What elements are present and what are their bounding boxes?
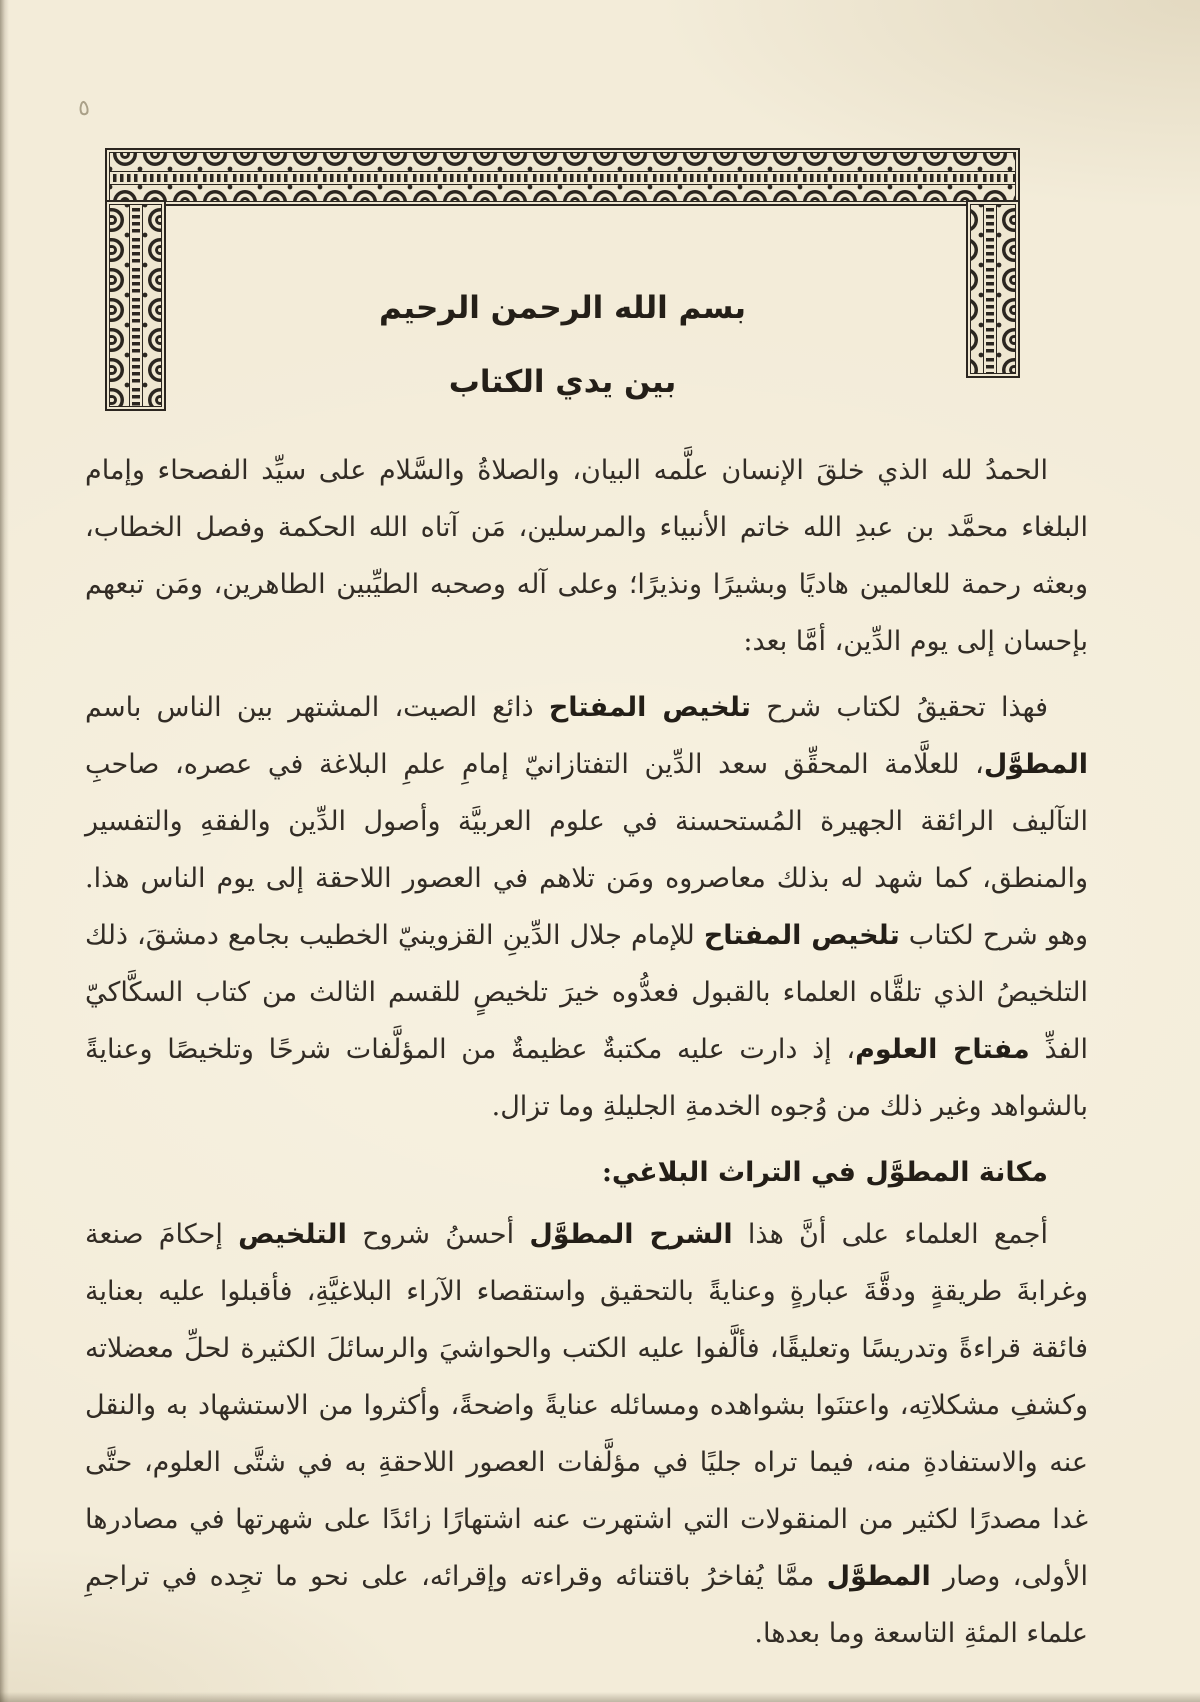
ornament-right-band: [966, 200, 1020, 378]
section-title: بين يدي الكتاب: [448, 364, 677, 400]
subheading-mutawwal-status: مكانة المطوَّل في التراث البلاغي:: [601, 1157, 1048, 1188]
section-title-row: [105, 364, 1020, 400]
ornamental-border-frame: [105, 148, 1020, 418]
scan-edge-shadow-left: [0, 0, 9, 1702]
scan-edge-shadow-bottom: [0, 1692, 1200, 1702]
paragraph-opening-praise: الحمدُ لله الذي خلقَ الإنسان علَّمه البيان، والصلاةُ والسَّلام على سيِّد الفصحاء وإمام البلغاء محمَّد بن عبدِ الله خاتم الأنبياء والمرسلين، مَن آتاه الله الحكمة وفصل الخطاب، وبعثه رحمة للعالمين هاديًا وبشيرًا ونذيرًا؛ وعلى آله وصحبه الطيِّبين الطاهرين، ومَن تبعهم بإحسان إلى يوم الدِّين، أمَّا بعد:: [85, 455, 1088, 657]
basmala-row: [105, 290, 1020, 326]
paragraph-book-introduction: فهذا تحقيقُ لكتاب شرح تلخيص المفتاح ذائع الصيت، المشتهر بين الناس باسم المطوَّل، للعلَّامة المحقِّق سعد الدِّين التفتازانيّ إمامِ علمِ البلاغة في عصره، صاحبِ التآليف الرائقة الجهيرة المُستحسنة في علوم العربيَّة وأصول الدِّين والفقهِ والتفسير والمنطق، كما شهد له بذلك معاصروه ومَن تلاهم في العصور اللاحقة إلى يوم الناس هذا. وهو شرح لكتاب تلخيص المفتاح للإمام جلال الدِّينِ القزوينيّ الخطيب بجامع دمشقَ، ذلك التلخيصُ الذي تلقَّاه العلماء بالقبول فعدُّوه خيرَ تلخيصٍ للقسم الثالث من كتاب السكَّاكيّ الفذِّ مفتاح العلوم، إذ دارت عليه مكتبةٌ عظيمةٌ من المؤلَّفات شرحًا وتلخيصًا وعنايةً بالشواهد وغير ذلك من وُجوه الخدمةِ الجليلةِ وما تزال.: [85, 692, 1088, 1122]
basmala-title: بسم الله الرحمن الرحيم: [378, 290, 747, 326]
ornament-top-band: [105, 148, 1020, 206]
paragraph-scholars-consensus: أجمع العلماء على أنَّ هذا الشرح المطوَّل أحسنُ شروح التلخيص إحكامَ صنعة وغرابةَ طريقةٍ ودقَّةَ عبارةٍ وعنايةً بالتحقيق واستقصاء الآراء البلاغيَّةِ، فأقبلوا عليه بعناية فائقة قراءةً وتدريسًا وتعليقًا، فألَّفوا عليه الكتب والحواشيَ والرسائلَ الكثيرة لحلِّ معضلاته وكشفِ مشكلاتِه، واعتنَوا بشواهده ومسائله عنايةً واضحةً، وأكثروا من الاستشهاد به والنقل عنه والاستفادةِ منه، فيما تراه جليًا في مؤلَّفات العصور اللاحقةِ به في شتَّى العلوم، حتَّى غدا مصدرًا لكثير من المنقولات التي اشتهرت عنه اشتهارًا زائدًا على شهرتها في مصادرها الأولى، وصار المطوَّل ممَّا يُفاخرُ باقتنائه وقراءته وإقرائه، على نحو ما تجِده في تراجمِ علماء المئةِ التاسعة وما بعدها.: [85, 1219, 1088, 1649]
page-number: ٥: [76, 95, 92, 122]
body-text: [85, 442, 1088, 1671]
